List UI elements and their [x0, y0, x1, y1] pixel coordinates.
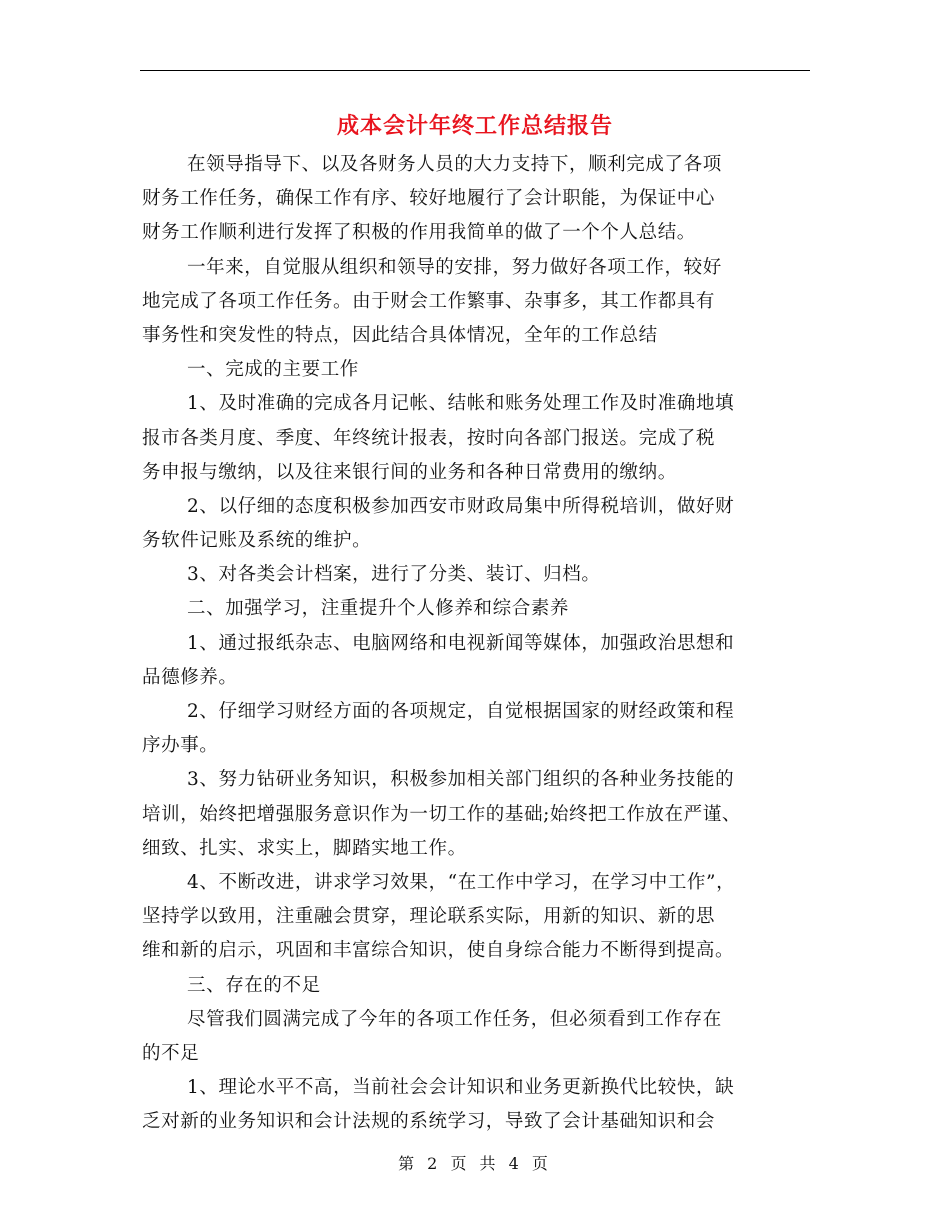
text-line: 地完成了各项工作任务。由于财会工作繁事、杂事多，其工作都具有: [142, 290, 716, 312]
text-line: 维和新的启示，巩固和丰富综合知识，使自身综合能力不断得到提高。: [142, 940, 735, 962]
text-line: 的不足: [142, 1042, 200, 1064]
text-line: 财务工作任务，确保工作有序、较好地履行了会计职能，为保证中心: [142, 188, 716, 210]
text-line: 事务性和突发性的特点，因此结合具体情况，全年的工作总结: [142, 324, 658, 346]
text-line: 1、理论水平不高，当前社会会计知识和业务更新换代比较快，缺: [187, 1077, 735, 1099]
page-footer: 第 2 页 共 4 页: [398, 1154, 552, 1173]
text-line: 务软件记账及系统的维护。: [142, 530, 372, 552]
text-line: 2、仔细学习财经方面的各项规定，自觉根据国家的财经政策和程: [187, 701, 735, 722]
text-line: 4、不断改进，讲求学习效果，“在工作中学习，在学习中工作”，: [187, 871, 736, 893]
text-line: 财务工作顺利进行发挥了积极的作用我简单的做了一个个人总结。: [142, 222, 696, 244]
text-line: 三、存在的不足: [187, 974, 321, 996]
header-rule: [140, 70, 810, 71]
text-line: 品德修养。: [142, 666, 238, 688]
text-line: 报市各类月度、季度、年终统计报表，按时向各部门报送。完成了税: [142, 427, 716, 449]
text-line: 坚持学以致用，注重融会贯穿，理论联系实际，用新的知识、新的思: [142, 906, 716, 928]
document-body: [142, 148, 810, 1139]
text-line: 1、及时准确的完成各月记帐、结帐和账务处理工作及时准确地填: [187, 393, 735, 415]
text-line: 一、完成的主要工作: [187, 359, 359, 381]
text-line: 1、通过报纸杂志、电脑网络和电视新闻等媒体，加强政治思想和: [187, 632, 735, 654]
text-line: 在领导指导下、以及各财务人员的大力支持下，顺利完成了各项: [187, 154, 722, 175]
text-line: 细致、扎实、求实上，脚踏实地工作。: [142, 837, 467, 859]
document-title: 成本会计年终工作总结报告: [336, 113, 613, 139]
text-line: 乏对新的业务知识和会计法规的系统学习，导致了会计基础知识和会: [142, 1111, 716, 1133]
text-line: 3、努力钻研业务知识，积极参加相关部门组织的各种业务技能的: [187, 769, 735, 791]
text-line: 务申报与缴纳，以及往来银行间的业务和各种日常费用的缴纳。: [142, 461, 677, 483]
text-line: 一年来，自觉服从组织和领导的安排，努力做好各项工作，较好: [187, 256, 722, 278]
text-line: 3、对各类会计档案，进行了分类、装订、归档。: [187, 564, 601, 586]
text-line: 二、加强学习，注重提升个人修养和综合素养: [187, 598, 570, 620]
text-line: 序办事。: [142, 735, 219, 757]
text-line: 2、以仔细的态度积极参加西安市财政局集中所得税培训，做好财: [187, 495, 735, 517]
text-line: 尽管我们圆满完成了今年的各项工作任务，但必须看到工作存在: [187, 1008, 722, 1030]
text-line: 培训，始终把增强服务意识作为一切工作的基础;始终把工作放在严谨、: [142, 803, 741, 825]
